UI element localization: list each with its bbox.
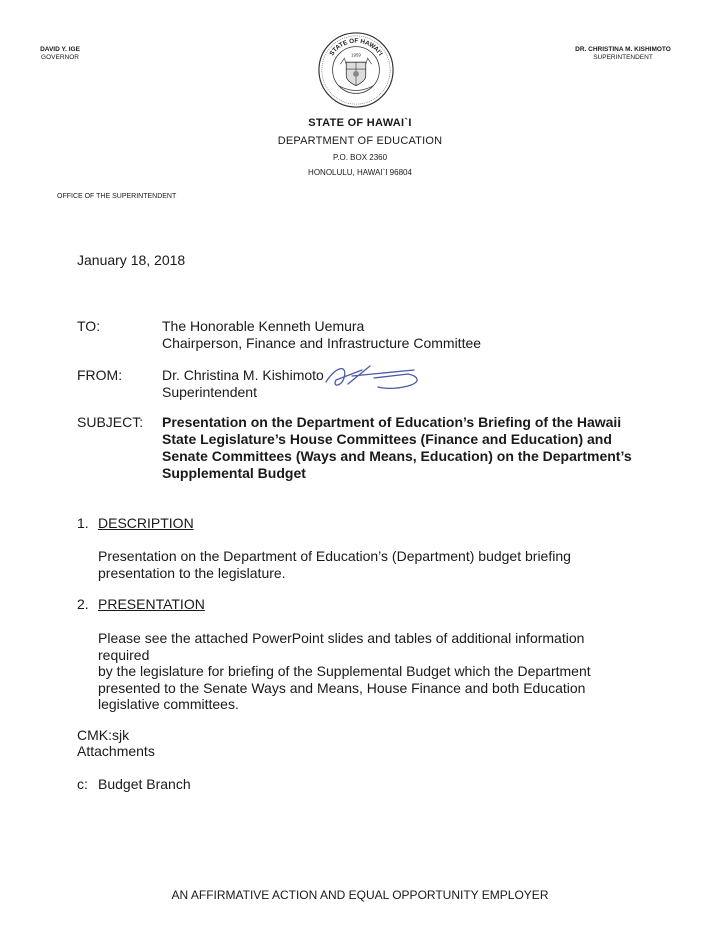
from-label: FROM:: [77, 367, 123, 383]
initials: CMK:sjk: [77, 727, 130, 743]
office-label: OFFICE OF THE SUPERINTENDENT: [57, 193, 177, 200]
subject-text: [162, 414, 662, 482]
subject-line: Supplemental Budget: [162, 465, 306, 481]
paragraph-line: presentation to the legislature.: [98, 564, 286, 581]
superintendent-name: DR. CHRISTINA M. KISHIMOTO: [575, 46, 671, 53]
to-name: The Honorable Kenneth Uemura: [162, 318, 365, 334]
cc-value: Budget Branch: [98, 776, 191, 792]
paragraph-line: Please see the attached PowerPoint slides and tables of additional information required: [98, 630, 585, 663]
from-title: Superintendent: [162, 384, 257, 400]
footer-eeo: AN AFFIRMATIVE ACTION AND EQUAL OPPORTUNITY EMPLOYER: [171, 888, 549, 902]
subject-line: Presentation on the Department of Education’s Briefing of the Hawaii: [162, 414, 622, 430]
paragraph-line: by the legislature for briefing of the Supplemental Budget which the Department: [98, 663, 591, 679]
state-seal-logo: [317, 31, 395, 109]
governor-title: GOVERNOR: [41, 54, 79, 61]
seal-year-text: 1959: [351, 52, 361, 58]
subject-label: SUBJECT:: [77, 414, 144, 430]
city-address: HONOLULU, HAWAI`I 96804: [308, 168, 412, 177]
memo-date: January 18, 2018: [77, 252, 186, 268]
seal-title-text: STATE OF HAWAI'I: [328, 37, 384, 58]
paragraph-line: presented to the Senate Ways and Means, House Finance and both Education: [98, 679, 586, 696]
paragraph-line: legislative committees.: [98, 696, 239, 712]
governor-name: DAVID Y. IGE: [40, 46, 80, 53]
presentation-paragraph: [98, 630, 638, 713]
superintendent-block: [560, 46, 686, 62]
department-name: DEPARTMENT OF EDUCATION: [277, 135, 443, 147]
state-name: STATE OF HAWAI`I: [308, 117, 412, 129]
from-name: Dr. Christina M. Kishimoto: [162, 367, 324, 383]
section-title-presentation: PRESENTATION: [98, 596, 205, 612]
po-box: P.O. BOX 2360: [332, 153, 388, 162]
subject-line: Senate Committees (Ways and Means, Education) on the Department’s: [162, 448, 632, 464]
signature-image: [322, 360, 426, 396]
agency-header: [0, 117, 720, 177]
section-number: 2.: [77, 596, 89, 612]
to-title: Chairperson, Finance and Infrastructure Committee: [162, 335, 482, 351]
paragraph-line: Presentation on the Department of Education’s (Department) budget briefing: [98, 548, 571, 564]
from-sender: [162, 367, 324, 401]
subject-line: State Legislature’s House Committees (Finance and Education) and: [162, 431, 612, 447]
section-number: 1.: [77, 515, 89, 531]
description-paragraph: [98, 548, 638, 581]
to-label: TO:: [77, 318, 101, 334]
section-title-description: DESCRIPTION: [98, 515, 194, 531]
superintendent-title: SUPERINTENDENT: [593, 54, 653, 61]
governor-block: [30, 46, 90, 62]
attachments-note: Attachments: [77, 743, 155, 759]
to-recipient: [162, 318, 481, 352]
cc-label: c:: [77, 776, 88, 792]
